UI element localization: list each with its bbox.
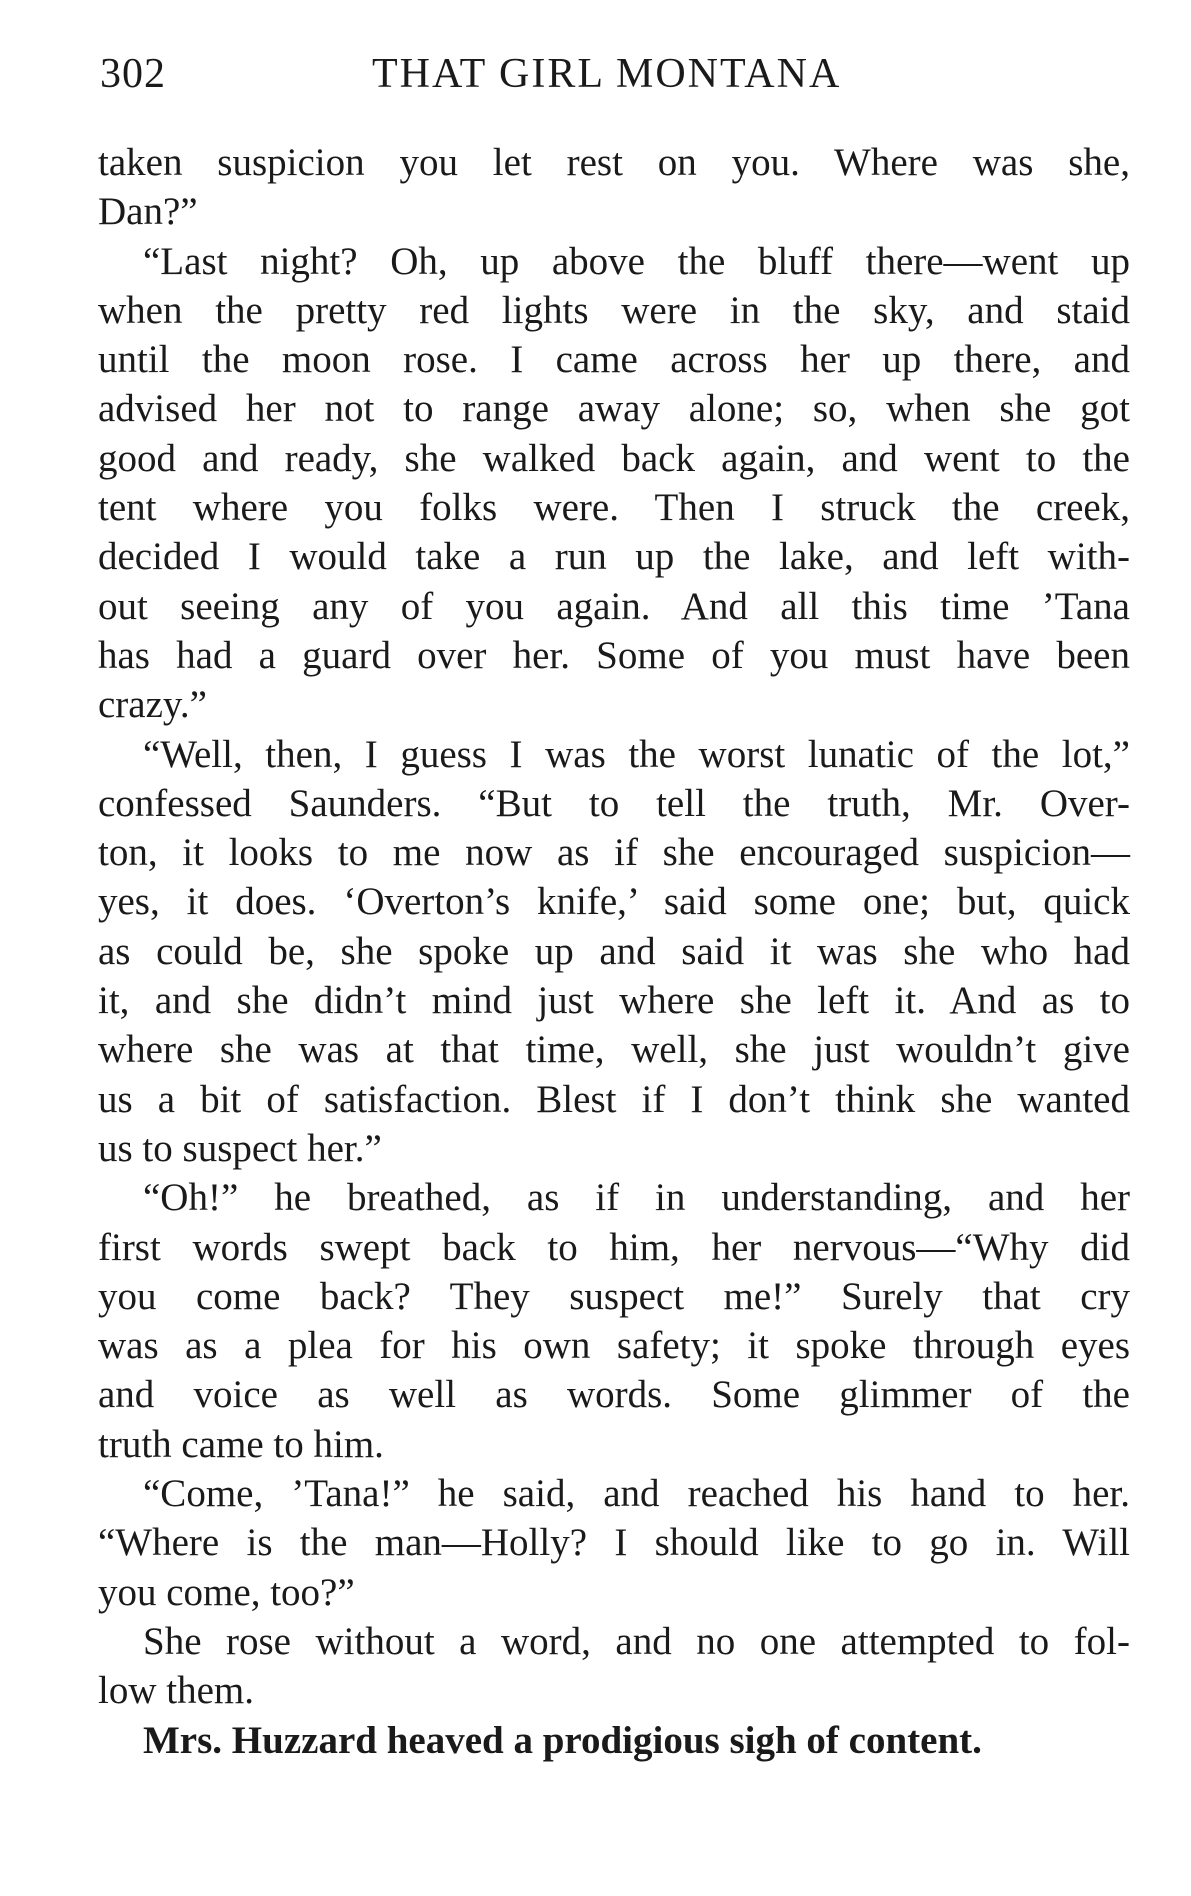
text-line: until the moon rose. I came across her up there, and xyxy=(98,338,1130,382)
text-line: out seeing any of you again. And all this time ’Tana xyxy=(98,584,1130,628)
text-line: yes, it does. ‘Overton’s knife,’ said some one; but, quick xyxy=(98,880,1130,924)
text-line: was as a plea for his own safety; it spoke through eyes xyxy=(98,1324,1130,1368)
text-line: advised her not to range away alone; so, when she got xyxy=(98,387,1130,431)
text-line: as could be, she spoke up and said it was she who had xyxy=(98,929,1130,973)
text-line: decided I would take a run up the lake, and left with- xyxy=(98,535,1130,579)
text-line: good and ready, she walked back again, and went to the xyxy=(98,436,1130,480)
text-line: us a bit of satisfaction. Blest if I don’t think she wanted xyxy=(98,1077,1130,1121)
text-line: it, and she didn’t mind just where she left it. And as to xyxy=(98,979,1130,1023)
text-line: us to suspect her.” xyxy=(98,1126,382,1170)
body-text xyxy=(98,138,1130,1765)
text-line: has had a guard over her. Some of you must have been xyxy=(98,633,1130,677)
text-line: and voice as well as words. Some glimmer of the xyxy=(98,1373,1130,1417)
text-line: truth came to him. xyxy=(98,1422,384,1466)
text-line: “Oh!” he breathed, as if in understanding, and her xyxy=(143,1176,1130,1220)
text-line: “Last night? Oh, up above the bluff there—went up xyxy=(143,239,1130,283)
page-number: 302 xyxy=(100,51,166,97)
text-line: low them. xyxy=(98,1669,254,1713)
text-line: Mrs. Huzzard heaved a prodigious sigh of content. xyxy=(143,1718,982,1762)
page-header xyxy=(100,40,1100,100)
text-line: taken suspicion you let rest on you. Where was she, xyxy=(98,141,1130,184)
text-line: “Well, then, I guess I was the worst lunatic of the lot,” xyxy=(143,732,1130,776)
text-line: She rose without a word, and no one attempted to fol- xyxy=(143,1619,1130,1663)
running-title: THAT GIRL MONTANA xyxy=(372,51,842,97)
text-line: where she was at that time, well, she just wouldn’t give xyxy=(98,1028,1130,1072)
text-line: you come back? They suspect me!” Surely that cry xyxy=(98,1274,1130,1318)
text-line: ton, it looks to me now as if she encouraged suspicion— xyxy=(98,831,1130,875)
text-line: confessed Saunders. “But to tell the truth, Mr. Over- xyxy=(98,781,1130,825)
text-line: “Come, ’Tana!” he said, and reached his hand to her. xyxy=(143,1472,1130,1516)
text-line: first words swept back to him, her nervous—“Why did xyxy=(98,1225,1130,1269)
text-line: Dan?” xyxy=(98,190,198,234)
text-line: you come, too?” xyxy=(98,1570,355,1614)
text-line: “Where is the man—Holly? I should like to go in. Will xyxy=(98,1521,1130,1565)
text-line: tent where you folks were. Then I struck the creek, xyxy=(98,486,1130,530)
text-line: crazy.” xyxy=(98,683,207,727)
text-line: when the pretty red lights were in the sky, and staid xyxy=(98,288,1130,332)
